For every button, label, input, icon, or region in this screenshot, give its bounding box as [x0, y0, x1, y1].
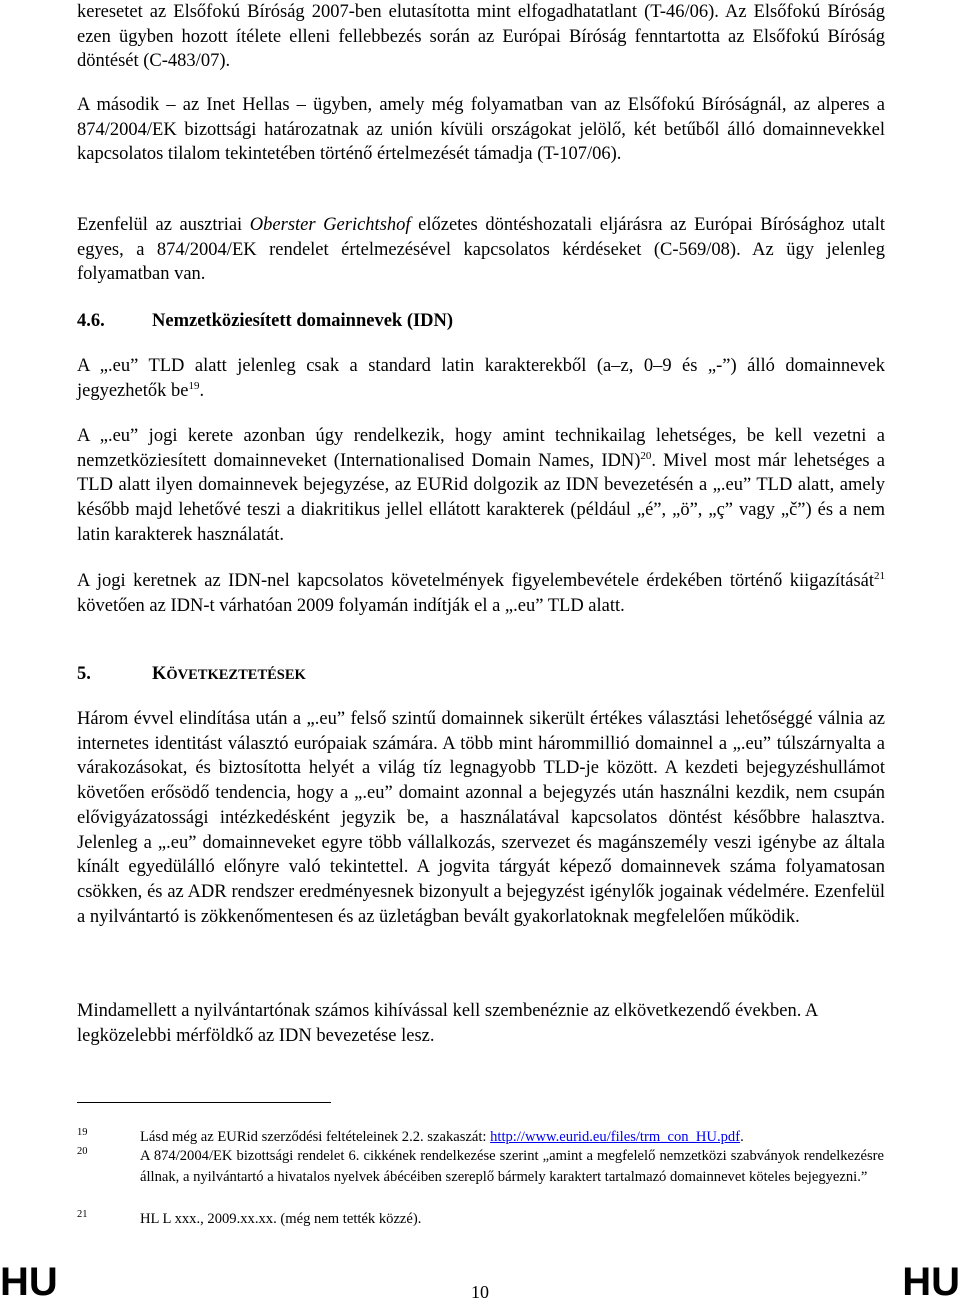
paragraph-conclusions: Három évvel elindítása után a „.eu” felső szintű domainnek sikerült értékes választási lehetőséggé válnia az internetes identitást választó európaiak számára. A több mint hárommillió domainnel a „.eu” túlszárnyalta a várakozásokat, és biztosította helyét a világ tíz legnagyobb TLD-je között. A kezdeti bejegyzéshullámot követően erősödő tendencia, hogy a „.eu” domaint azonnal a bejegyzés után használni kezdik, nem csupán elővigyázatossági intézkedésként jegyzik be, a használatával kapcsolatos döntést későbbre halasztva. Jelenleg a „.eu” domainneveket egyre több vállalkozás, szervezet és magánszemély veszi igénybe az általa kínált egyedülálló előnyre való tekintettel. A jogvita tárgyát képező domainnevek száma folyamatosan csökken, és az ADR rendszer eredményesnek bizonyult a bejegyzést igénylők jogainak védelmére. Ezenfelül a nyilvántartó is zökkenőmentesen és az üzletágban bevált gyakorlatoknak megfelelően működik. [77, 709, 885, 927]
paragraph-current-characters: A „.eu” TLD alatt jelenleg csak a standard latin karakterekből (a–z, 0–9 és „-”) álló domainnevek jegyezhetők $be^{19}$. [77, 356, 885, 401]
language-label-left: HU [0, 1260, 58, 1304]
footnote-ref-19[interactable]: 19 [188, 379, 200, 392]
paragraph-idn-framework: A „.eu” jogi kerete azonban úgy rendelkezik, hogy amint technikailag lehetséges, be kell vezetni a nemzetköziesített domainneveket (Internationalised Domain Names, IDN)$^{20}$. Mivel most már lehetséges a TLD alatt ilyen domainnevek bejegyzése, az EURid dolgozik az IDN bevezetésén a „.eu” TLD alatt, amely később majd lehetővé teszi a diakritikus jellel ellátott karakterek (például „é”, „ö”, „ç” vagy „č”) és a nem latin karakterek használatát. [77, 426, 885, 545]
language-label-right: HU [902, 1260, 960, 1304]
paragraph-challenges: Mindamellett a nyilvántartónak számos kihívással kell szembenéznie az elkövetkezendő években. A legközelebbi mérföldkő az IDN bevezetése lesz. [77, 1001, 818, 1046]
document-page: keresetet az Elsőfokú Bíróság 2007-ben elutasította mint elfogadhatatlant (T-46/06). Az Elsőfokú Bíróság ezen ügyben hozott ítélete elleni fellebbezés során az Európai Bíróság fenntartotta az Elsőfokú Bíróság döntését (C-483/07). A második – az Inet Hellas – ügyben, amely még folyamatban van az Elsőfokú Bíróságnál, az alperes a 874/2004/EK bizottsági határozatnak az unión kívüli országokat jelölő, két betűből álló domainnevekkel kapcsolatos tilalom tekintetében történő értelmezését támadja (T-107/06). Ezenfelül az ausztriai Oberster Gerichtshof előzetes döntéshozatali eljárásra az Európai Bírósághoz utalt egyes, a 874/2004/EK rendelet értelmezésével kapcsolatos kérdéseket (C-569/08). Az ügy jelenleg folyamatban van. 4.6. Nemzetköziesített domainnevek (IDN) A „.eu” TLD alatt jelenleg csak a standard latin karakterekből (a–z, 0–9 és „-”) álló domainnevek jegyezhetők $be^{19}$. A „.eu” jogi kerete azonban úgy rendelkezik, hogy amint technikailag lehetséges, be kell vezetni a nemzetköziesített domainneveket (Internationalised Domain Names, IDN)$^{20}$. Mivel most már lehetséges a TLD alatt ilyen domainnevek bejegyzése, az EURid dolgozik az IDN bevezetésén a „.eu” TLD alatt, amely később majd lehetővé teszi a diakritikus jellel ellátott karakterek (például „é”, „ö”, „ç” vagy „č”) és a nem latin karakterek használatát. A jogi keretnek az IDN-nel kapcsolatos követelmények figyelembevétele érdekében történő kiigazítását$^{21}$ követően az IDN-t várhatóan 2009 folyamán indítják el a „.eu” TLD alatt. 5. KÖVETKEZTETÉSEK Három évvel elindítása után a „.eu” felső szintű domainnek sikerült értékes választási lehetőséggé válnia az internetes identitást választó európaiak számára. A több mint hárommillió domainnel a „.eu” túlszárnyalta a várakozásokat, és biztosította helyét a világ tíz legnagyobb TLD-je között. A kezdeti bejegyzéshullámot követően erősödő tendencia, hogy a „.eu” domaint azonnal a bejegyzés után használni kezdik, nem csupán elővigyázatossági intézkedésként jegyzik be, a használatával kapcsolatos döntést későbbre halasztva. Jelenleg a „.eu” domainneveket egyre több vállalkozás, szervezet és magánszemély veszi igénybe az általa kínált egyedülálló előnyre való tekintettel. A jogvita tárgyát képező domainnevek száma folyamatosan csökken, és az ADR rendszer eredményesnek bizonyult a bejegyzést igénylők jogainak védelmére. Ezenfelül a nyilvántartó is zökkenőmentesen és az üzletágban bevált gyakorlatoknak megfelelően működik. Mindamellett a nyilvántartónak számos kihívással kell szembenéznie az elkövetkezendő években. A legközelebbi mérföldkő az IDN bevezetése lesz. 19 Lásd még az EURid szerződési feltételeinek 2.2. szakaszát: http://www.eurid.eu/files/trm_con_HU.pdf. 20 A 874/2004/EK bizottsági rendelet 6. cikkének rendelkezése szerint „amint a megfelelő nemzetközi szabványok rendelkezésre állnak, a nyilvántartó a hivatalos nyelvek ábécéiben szereplő bármely karaktert tartalmazó domainnevet köteles bejegyezni.” 21 HL L xxx., 2009.xx.xx. (még nem tették közzé). HU 10 HU [0, 2, 960, 1304]
footnote-separator [77, 1102, 331, 1103]
footnote-ref-21[interactable]: 21 [874, 570, 885, 582]
paragraph-idn-launch: A jogi keretnek az IDN-nel kapcsolatos követelmények figyelembevétele érdekében történő kiigazítását$^{21}$ követően az IDN-t várhatóan 2009 folyamán indítják el a „.eu” TLD alatt. [77, 570, 885, 616]
paragraph-inet-hellas: A második – az Inet Hellas – ügyben, amely még folyamatban van az Elsőfokú Bíróságnál, az alperes a 874/2004/EK bizottsági határozatnak az unión kívüli országokat jelölő, két betűből álló domainnevekkel kapcsolatos tilalom tekintetében történő értelmezését támadja (T-107/06). [77, 95, 885, 165]
footnote-ref-20[interactable]: 20 [640, 449, 652, 462]
paragraph-oberster-gerichtshof: Ezenfelül az ausztriai Oberster Gerichtshof előzetes döntéshozatali eljárásra az Európai Bírósághoz utalt egyes, a 874/2004/EK rendelet értelmezésével kapcsolatos kérdéseket (C-569/08). Az ügy jelenleg folyamatban van. [77, 215, 885, 285]
eurid-terms-link[interactable]: http://www.eurid.eu/files/trm_con_HU.pdf [490, 1129, 741, 1145]
paragraph-court-ruling: keresetet az Elsőfokú Bíróság 2007-ben elutasította mint elfogadhatatlant (T-46/06). Az Elsőfokú Bíróság ezen ügyben hozott ítélete elleni fellebbezés során az Európai Bíróság fenntartotta az Elsőfokú Bíróság döntését (C-483/07). [77, 2, 885, 72]
section-heading-5: 5. KÖVETKEZTETÉSEK [77, 664, 306, 684]
section-heading-4-6: 4.6. Nemzetköziesített domainnevek (IDN) [77, 311, 454, 331]
page-number: 10 [471, 1282, 489, 1302]
